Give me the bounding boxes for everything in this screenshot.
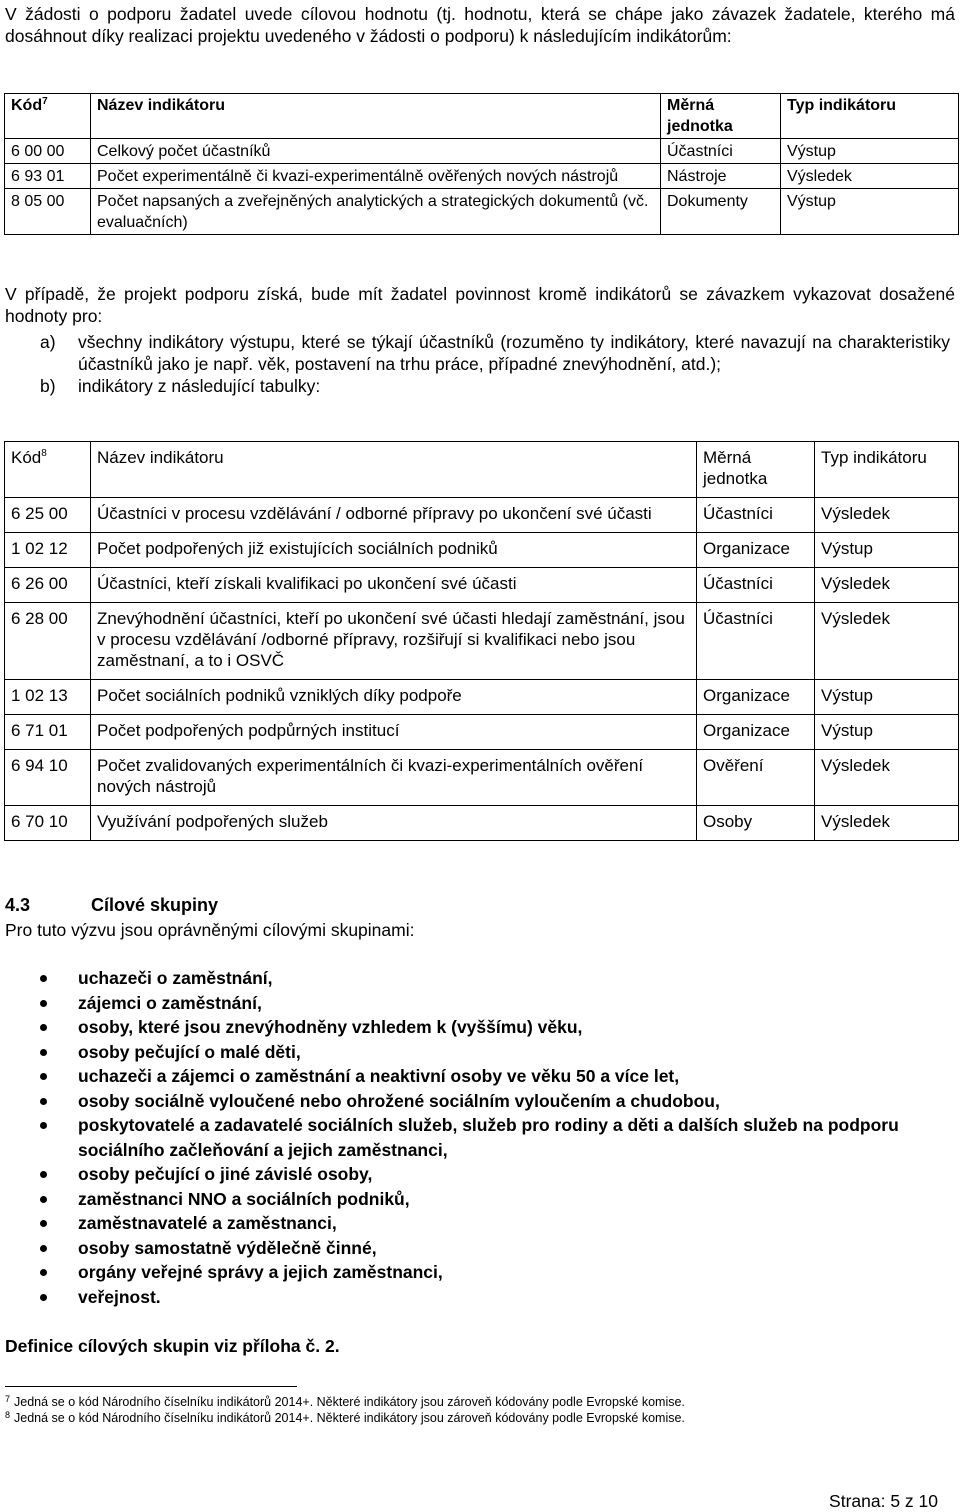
cell-typ: Výsledek bbox=[815, 498, 959, 533]
cell-jednotka: Nástroje bbox=[661, 164, 781, 189]
table-row bbox=[5, 680, 959, 715]
header-jednotka: Měrná jednotka bbox=[697, 442, 815, 498]
table-row bbox=[5, 806, 959, 841]
list-item: osoby pečující o jiné závislé osoby, bbox=[0, 1162, 960, 1187]
bullet-icon bbox=[40, 1294, 47, 1301]
cell-jednotka: Organizace bbox=[697, 715, 815, 750]
indicator-table-reported bbox=[4, 441, 959, 841]
list-item-label: b) bbox=[40, 376, 56, 396]
intro-paragraph: V žádosti o podporu žadatel uvede cílovou hodnotu (tj. hodnotu, která se chápe jako závazek žadatele, kterého má dosáhnout díky realizaci projektu uvedeného v žádosti o podporu) k následujícím indikátorům: bbox=[5, 4, 955, 46]
indicator-table-committed bbox=[4, 93, 959, 235]
cell-jednotka: Účastníci bbox=[697, 603, 815, 680]
table-row bbox=[5, 603, 959, 680]
cell-kod: 1 02 13 bbox=[5, 680, 91, 715]
cell-jednotka: Ověření bbox=[697, 750, 815, 806]
list-item bbox=[40, 331, 950, 375]
header-kod: Kód$^7$ bbox=[5, 94, 91, 139]
cell-kod: 8 05 00 bbox=[5, 189, 91, 235]
cell-nazev: Počet napsaných a zveřejněných analytických a strategických dokumentů (vč. evaluačních) bbox=[91, 189, 661, 235]
cell-jednotka: Účastníci bbox=[697, 498, 815, 533]
cell-typ: Výsledek bbox=[815, 568, 959, 603]
cell-kod: 6 25 00 bbox=[5, 498, 91, 533]
cell-typ: Výstup bbox=[815, 715, 959, 750]
cell-kod: 6 71 01 bbox=[5, 715, 91, 750]
cell-jednotka: Organizace bbox=[697, 533, 815, 568]
footnote-ref-7: 7 bbox=[42, 96, 48, 107]
cell-nazev: Počet zvalidovaných experimentálních či kvazi-experimentálních ověření nových nástrojů bbox=[91, 750, 697, 806]
bullet-icon bbox=[40, 1220, 47, 1227]
cell-typ: Výstup bbox=[815, 533, 959, 568]
table-row bbox=[5, 164, 959, 189]
cell-jednotka: Účastníci bbox=[661, 139, 781, 164]
target-group-list bbox=[0, 966, 960, 1309]
table-row bbox=[5, 139, 959, 164]
table-row bbox=[5, 715, 959, 750]
cell-kod: 1 02 12 bbox=[5, 533, 91, 568]
page-number: Strana: 5 z 10 bbox=[829, 1491, 938, 1511]
bullet-icon bbox=[40, 1024, 47, 1031]
list-item: osoby pečující o malé děti, bbox=[0, 1040, 960, 1065]
bullet-icon bbox=[40, 1171, 47, 1178]
list-item: orgány veřejné správy a jejich zaměstnanci, bbox=[0, 1260, 960, 1285]
cell-kod: 6 28 00 bbox=[5, 603, 91, 680]
list-item-text: všechny indikátory výstupu, které se týkají účastníků (rozuměno ty indikátory, které navazují na charakteristiky účastníků jako je např. věk, postavení na trhu práce, případné znevýhodnění, atd.); bbox=[78, 332, 950, 374]
reporting-list bbox=[40, 331, 950, 397]
cell-kod: 6 70 10 bbox=[5, 806, 91, 841]
cell-jednotka: Organizace bbox=[697, 680, 815, 715]
table-row bbox=[5, 750, 959, 806]
footnote-mark: 7 bbox=[5, 1394, 11, 1404]
cell-nazev: Počet experimentálně či kvazi-experimentálně ověřených nových nástrojů bbox=[91, 164, 661, 189]
cell-typ: Výstup bbox=[781, 139, 959, 164]
cell-nazev: Znevýhodnění účastníci, kteří po ukončení své účasti hledají zaměstnání, jsou v procesu vzdělávání /odborné přípravy, rozšiřují si kvalifikaci nebo jsou zaměstnaní, a to i OSVČ bbox=[91, 603, 697, 680]
footnote-mark: 8 bbox=[5, 1410, 11, 1420]
cell-nazev: Počet podpořených podpůrných institucí bbox=[91, 715, 697, 750]
list-item: veřejnost. bbox=[0, 1285, 960, 1310]
header-typ: Typ indikátoru bbox=[815, 442, 959, 498]
cell-kod: 6 00 00 bbox=[5, 139, 91, 164]
header-nazev: Název indikátoru bbox=[91, 94, 661, 139]
footnote bbox=[5, 1411, 685, 1426]
cell-typ: Výsledek bbox=[815, 806, 959, 841]
list-item: zaměstnanci NNO a sociálních podniků, bbox=[0, 1187, 960, 1212]
cell-nazev: Počet sociálních podniků vzniklých díky podpoře bbox=[91, 680, 697, 715]
cell-kod: 6 93 01 bbox=[5, 164, 91, 189]
header-typ: Typ indikátoru bbox=[781, 94, 959, 139]
section-title: Cílové skupiny bbox=[91, 895, 219, 915]
section-heading bbox=[5, 895, 218, 916]
cell-jednotka: Účastníci bbox=[697, 568, 815, 603]
cell-typ: Výstup bbox=[815, 680, 959, 715]
list-item: osoby sociálně vyloučené nebo ohrožené sociálním vyloučením a chudobou, bbox=[0, 1089, 960, 1114]
footnote-text: Jedná se o kód Národního číselníku indikátorů 2014+. Některé indikátory jsou zároveň kódovány podle Evropské komise. bbox=[14, 1411, 685, 1425]
bullet-icon bbox=[40, 1098, 47, 1105]
list-item: uchazeči o zaměstnání, bbox=[0, 966, 960, 991]
section-intro: Pro tuto výzvu jsou oprávněnými cílovými skupinami: bbox=[5, 920, 415, 940]
cell-jednotka: Dokumenty bbox=[661, 189, 781, 235]
footnote-separator bbox=[5, 1386, 297, 1387]
bullet-icon bbox=[40, 1073, 47, 1080]
header-kod: Kód$^8$ bbox=[5, 442, 91, 498]
list-item: uchazeči a zájemci o zaměstnání a neaktivní osoby ve věku 50 a více let, bbox=[0, 1064, 960, 1089]
cell-nazev: Celkový počet účastníků bbox=[91, 139, 661, 164]
cell-typ: Výsledek bbox=[815, 603, 959, 680]
bullet-icon bbox=[40, 1000, 47, 1007]
footnote-text: Jedná se o kód Národního číselníku indikátorů 2014+. Některé indikátory jsou zároveň kódovány podle Evropské komise. bbox=[14, 1395, 685, 1409]
bullet-icon bbox=[40, 1245, 47, 1252]
table-row bbox=[5, 533, 959, 568]
header-nazev: Název indikátoru bbox=[91, 442, 697, 498]
cell-nazev: Počet podpořených již existujících sociálních podniků bbox=[91, 533, 697, 568]
table-row bbox=[5, 498, 959, 533]
table-header-row bbox=[5, 442, 959, 498]
bullet-icon bbox=[40, 975, 47, 982]
list-item: zájemci o zaměstnání, bbox=[0, 991, 960, 1016]
header-jednotka: Měrná jednotka bbox=[661, 94, 781, 139]
list-item: poskytovatelé a zadavatelé sociálních služeb, služeb pro rodiny a děti a dalších služeb na podporu sociálního začleňování a jejich zaměstnanci, bbox=[0, 1113, 960, 1162]
definition-note: Definice cílových skupin viz příloha č. 2. bbox=[5, 1336, 340, 1356]
list-item: osoby, které jsou znevýhodněny vzhledem k (vyššímu) věku, bbox=[0, 1015, 960, 1040]
cell-nazev: Účastníci, kteří získali kvalifikaci po ukončení své účasti bbox=[91, 568, 697, 603]
list-item-label: a) bbox=[40, 332, 56, 352]
cell-kod: 6 26 00 bbox=[5, 568, 91, 603]
cell-jednotka: Osoby bbox=[697, 806, 815, 841]
bullet-icon bbox=[40, 1049, 47, 1056]
cell-typ: Výstup bbox=[781, 189, 959, 235]
table-header-row bbox=[5, 94, 959, 139]
table-row bbox=[5, 189, 959, 235]
list-item-text: indikátory z následující tabulky: bbox=[78, 376, 321, 396]
list-item bbox=[40, 375, 950, 397]
bullet-icon bbox=[40, 1122, 47, 1129]
footnote bbox=[5, 1395, 685, 1410]
cell-kod: 6 94 10 bbox=[5, 750, 91, 806]
bullet-icon bbox=[40, 1269, 47, 1276]
footnote-ref-8: 8 bbox=[41, 448, 47, 459]
section-number: 4.3 bbox=[5, 895, 31, 915]
obligation-paragraph: V případě, že projekt podporu získá, bude mít žadatel povinnost kromě indikátorů se závazkem vykazovat dosažené hodnoty pro: bbox=[5, 284, 955, 326]
bullet-icon bbox=[40, 1196, 47, 1203]
cell-typ: Výsledek bbox=[781, 164, 959, 189]
cell-nazev: Účastníci v procesu vzdělávání / odborné přípravy po ukončení své účasti bbox=[91, 498, 697, 533]
list-item: osoby samostatně výdělečně činné, bbox=[0, 1236, 960, 1261]
table-row bbox=[5, 568, 959, 603]
cell-typ: Výsledek bbox=[815, 750, 959, 806]
cell-nazev: Využívání podpořených služeb bbox=[91, 806, 697, 841]
list-item: zaměstnavatelé a zaměstnanci, bbox=[0, 1211, 960, 1236]
